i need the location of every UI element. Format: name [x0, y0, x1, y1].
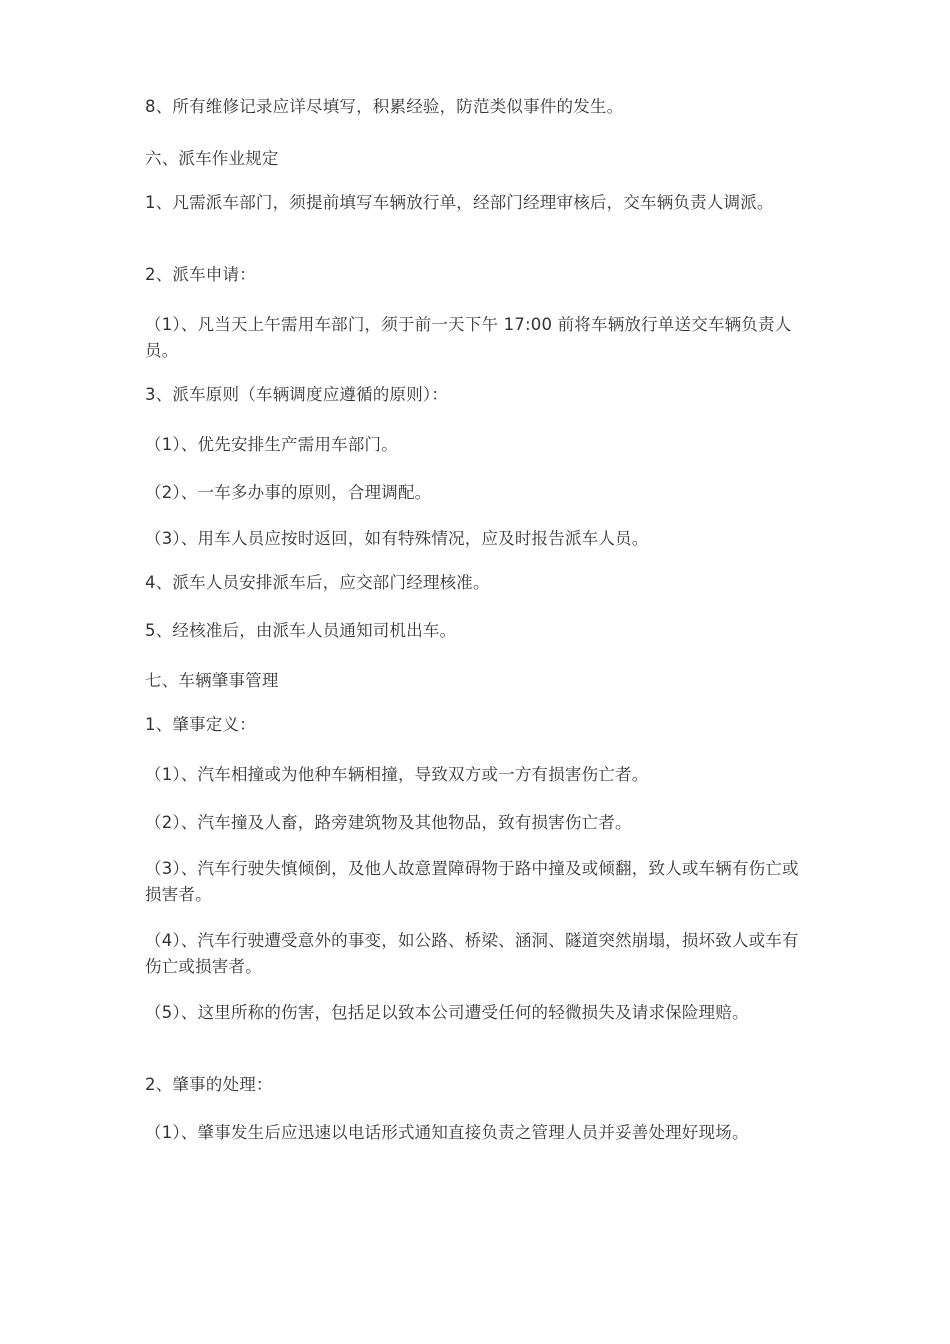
- paragraph-dispatch-1: 1、凡需派车部门，须提前填写车辆放行单，经部门经理审核后，交车辆负责人调派。: [145, 193, 774, 212]
- paragraph-accident-2: 2、肇事的处理：: [145, 1075, 273, 1094]
- paragraph-dispatch-5: 5、经核准后，由派车人员通知司机出车。: [145, 621, 457, 640]
- paragraph-dispatch-4: 4、派车人员安排派车后，应交部门经理核准。: [145, 573, 490, 592]
- paragraph-accident-1-5: （5）、这里所称的伤害，包括足以致本公司遭受任何的轻微损失及请求保险理赔。: [145, 1003, 749, 1022]
- paragraph-accident-1: 1、肇事定义：: [145, 715, 256, 734]
- paragraph-dispatch-3-2: （2）、一车多办事的原则，合理调配。: [145, 483, 432, 502]
- paragraph-dispatch-2: 2、派车申请：: [145, 265, 256, 284]
- paragraph-dispatch-3-1: （1）、优先安排生产需用车部门。: [145, 435, 398, 454]
- paragraph-dispatch-3-3: （3）、用车人员应按时返回，如有特殊情况，应及时报告派车人员。: [145, 529, 649, 548]
- paragraph-accident-1-2: （2）、汽车撞及人畜，路旁建筑物及其他物品，致有损害伤亡者。: [145, 813, 632, 832]
- paragraph-accident-1-1: （1）、汽车相撞或为他种车辆相撞，导致双方或一方有损害伤亡者。: [145, 765, 649, 784]
- paragraph-accident-1-3: （3）、汽车行驶失慎倾倒，及他人故意置障碍物于路中撞及或倾翻，致人或车辆有伤亡或损害者。: [145, 859, 799, 904]
- paragraph-accident-1-4: （4）、汽车行驶遭受意外的事变，如公路、桥梁、涵洞、隧道突然崩塌，损坏致人或车有伤亡或损害者。: [145, 931, 799, 976]
- section-heading-dispatch-rules: 六、派车作业规定: [145, 149, 279, 168]
- paragraph-dispatch-2-1: （1）、凡当天上午需用车部门，须于前一天下午 17:00 前将车辆放行单送交车辆负责人员。: [145, 315, 792, 360]
- section-heading-accident-management: 七、车辆肇事管理: [145, 671, 279, 690]
- paragraph-accident-2-1: （1）、肇事发生后应迅速以电话形式通知直接负责之管理人员并妥善处理好现场。: [145, 1123, 749, 1142]
- paragraph-dispatch-3: 3、派车原则（车辆调度应遵循的原则）：: [145, 385, 449, 404]
- paragraph-item-8-records: 8、所有维修记录应详尽填写，积累经验，防范类似事件的发生。: [145, 97, 624, 116]
